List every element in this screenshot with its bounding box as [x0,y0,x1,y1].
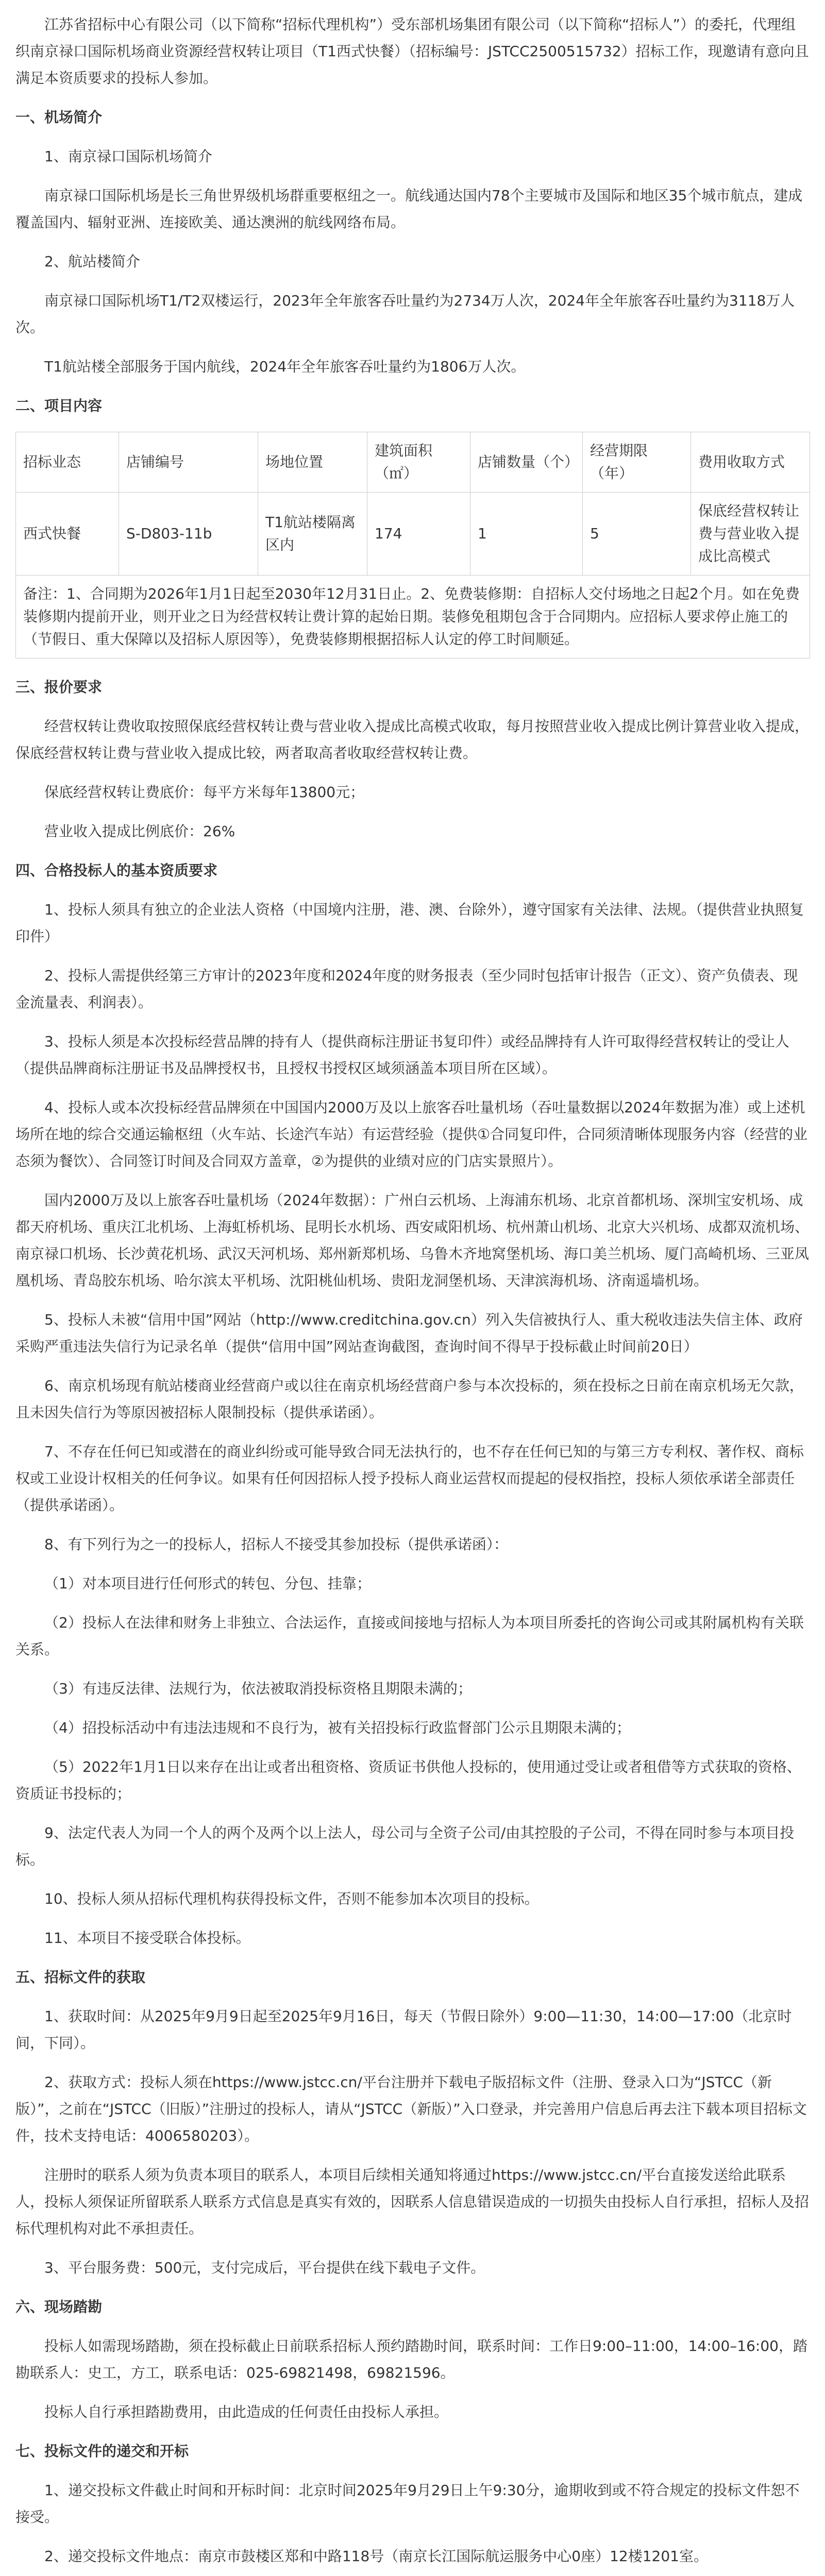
header-store-count: 店铺数量（个） [470,432,583,493]
section-heading-submission: 七、投标文件的递交和开标 [15,2443,189,2460]
qualification-item: 5、投标人未被“信用中国”网站（http://www.creditchina.gov.cn）列入失信被执行人、重大税收违法失信主体、政府采购严重违法失信行为记录名单（提供“信用中国”网站查询截图，查询时间不得早于投标截止时间前20日） [15,1311,803,1355]
cell-store-count: 1 [470,493,583,575]
exclusion-item: （2）投标人在法律和财务上非独立、合法运作，直接或间接地与招标人为本项目所委托的咨询公司或其附属机构有关联关系。 [15,1614,804,1658]
subheading-terminal-intro: 2、航站楼简介 [44,253,140,270]
subheading-airport-intro: 1、南京禄口国际机场简介 [44,148,212,165]
header-term-years: 经营期限（年） [583,432,691,493]
terminal-traffic-text: 南京禄口国际机场T1/T2双楼运行，2023年全年旅客吞吐量约为2734万人次，2024年全年旅客吞吐量约为3118万人次。 [15,292,795,336]
section-heading-project: 二、项目内容 [15,397,103,414]
cell-term-years: 5 [583,493,691,575]
qualification-item: 10、投标人须从招标代理机构获得投标文件，否则不能参加本次项目的投标。 [44,1890,539,1907]
table-row [16,493,810,575]
section-heading-pricing: 三、报价要求 [15,679,103,696]
exclusion-item: （4）招投标活动中有违法违规和不良行为，被有关招投标行政监督部门公示且期限未满的； [44,1719,631,1736]
qualification-item: 3、投标人须是本次投标经营品牌的持有人（提供商标注册证书复印件）或经品牌持有人许可取得经营权转让的受让人（提供品牌商标注册证书及品牌授权书，且授权书授权区域须涵盖本项目所在区域）。 [15,1033,789,1077]
cell-store-number: S-D803-11b [119,493,258,575]
section-heading-airport: 一、机场简介 [15,109,103,126]
airport-intro-text: 南京禄口国际机场是长三角世界级机场群重要枢纽之一。航线通达国内78个主要城市及国际和地区35个城市航点，建成覆盖国内、辐射亚洲、连接欧美、通达澳洲的航线网络布局。 [15,187,803,231]
cell-business-type: 西式快餐 [16,493,119,575]
header-floor-area: 建筑面积（㎡） [367,432,470,493]
header-business-type: 招标业态 [16,432,119,493]
table-note-row [16,575,810,658]
site-visit-text: 投标人自行承担踏勘费用，由此造成的任何责任由投标人承担。 [44,2403,449,2420]
documents-item: 3、平台服务费：500元，支付完成后，平台提供在线下载电子文件。 [44,2259,485,2276]
documents-item: 2、获取方式：投标人须在https://www.jstcc.cn/平台注册并下载电子版招标文件（注册、登录入口为“JSTCC（新版）”，之前在“JSTCC（旧版）”注册过的投标人，请从“JSTCC（新版）”入口登录，并完善用户信息后再去注下载本项目招标文件，技术支持电话：4006580203）。 [15,2074,807,2144]
qualification-item: 8、有下列行为之一的投标人，招标人不接受其参加投标（提供承诺函）： [44,1536,508,1553]
header-fee-method: 费用收取方式 [691,432,810,493]
table-note: 备注：1、合同期为2026年1月1日起至2030年12月31日止。2、免费装修期：自招标人交付场地之日起2个月。如在免费装修期内提前开业，则开业之日为经营权转让费计算的起始日期。装修免租期包含于合同期内。应招标人要求停止施工的（节假日、重大保障以及招标人原因等），免费装修期根据招标人认定的停工时间顺延。 [16,575,810,658]
pricing-method-text: 经营权转让费收取按照保底经营权转让费与营业收入提成比高模式收取，每月按照营业收入提成比例计算营业收入提成，保底经营权转让费与营业收入提成比较，两者取高者收取经营权转让费。 [15,718,810,761]
section-heading-site-visit: 六、现场踏勘 [15,2298,103,2315]
qualification-item: 9、法定代表人为同一个人的两个及两个以上法人，母公司与全资子公司/由其控股的子公司，不得在同时参与本项目投标。 [15,1824,795,1868]
registration-note: 注册时的联系人须为负责本项目的联系人，本项目后续相关通知将通过https://www.jstcc.cn/平台直接发送给此联系人，投标人须保证所留联系人联系方式信息是真实有效的，因联系人信息错误造成的一切损失由投标人自行承担，招标人及招标代理机构对此不承担责任。 [15,2166,810,2237]
cell-location: T1航站楼隔离区内 [258,493,367,575]
table-header-row [16,432,810,493]
exclusion-item: （5）2022年1月1日以来存在出让或者出租资格、资质证书供他人投标的，使用通过受让或者租借等方式获取的资格、资质证书投标的； [15,1758,801,1802]
exclusion-item: （3）有违反法律、法规行为，依法被取消投标资格且期限未满的； [44,1680,472,1697]
documents-item: 1、获取时间：从2025年9月9日起至2025年9月16日，每天（节假日除外）9:00—11:30，14:00—17:00（北京时间，下同）。 [15,2008,792,2052]
qualification-item: 4、投标人或本次投标经营品牌须在中国国内2000万及以上旅客吞吐量机场（吞吐量数据以2024年数据为准）或上述机场所在地的综合交通运输枢纽（火车站、长途汽车站）有运营经验（提供①合同复印件，合同须清晰体现服务内容（经营的业态须为餐饮）、合同签订时间及合同双方盖章，②为提供的业绩对应的门店实景照片）。 [15,1099,808,1170]
site-visit-text: 投标人如需现场踏勘，须在投标截止日前联系招标人预约踏勘时间，联系时间：工作日9:00–11:00，14:00–16:00，踏勘联系人：史工，方工，联系电话：025-69821498，69821596。 [15,2337,807,2381]
cell-floor-area: 174 [367,493,470,575]
header-store-number: 店铺编号 [119,432,258,493]
cell-fee-method: 保底经营权转让费与营业收入提成比高模式 [691,493,810,575]
minimum-fee-text: 保底经营权转让费底价：每平方米每年13800元； [44,784,365,801]
qualification-item: 7、不存在任何已知或潜在的商业纠纷或可能导致合同无法执行的，也不存在任何已知的与第三方专利权、著作权、商标权或工业设计权相关的任何争议。如果有任何因招标人授予投标人商业运营权而提起的侵权指控，投标人须依承诺全部责任（提供承诺函）。 [15,1443,804,1514]
submission-item: 2、递交投标文件地点：南京市鼓楼区郑和中路118号（南京长江国际航运服务中心0座）12楼1201室。 [44,2548,708,2565]
section-heading-qualification: 四、合格投标人的基本资质要求 [15,862,218,879]
header-location: 场地位置 [258,432,367,493]
t1-terminal-text: T1航站楼全部服务于国内航线，2024年全年旅客吞吐量约为1806万人次。 [44,358,526,375]
submission-item: 1、递交投标文件截止时间和开标时间：北京时间2025年9月29日上午9:30分，逾期收到或不符合规定的投标文件恕不接受。 [15,2482,800,2526]
qualifying-airports-list: 国内2000万及以上旅客吞吐量机场（2024年数据）：广州白云机场、上海浦东机场、北京首都机场、深圳宝安机场、成都天府机场、重庆江北机场、上海虹桥机场、昆明长水机场、西安咸阳机场、杭州萧山机场、北京大兴机场、成都双流机场、南京禄口机场、长沙黄花机场、武汉天河机场、郑州新郑机场、乌鲁木齐地窝堡机场、海口美兰机场、厦门高崎机场、三亚凤凰机场、青岛胶东机场、哈尔滨太平机场、沈阳桃仙机场、贵阳龙洞堡机场、天津滨海机场、济南遥墙机场。 [15,1192,810,1289]
project-table [15,432,810,658]
intro-paragraph: 江苏省招标中心有限公司（以下简称“招标代理机构”）受东部机场集团有限公司（以下简称“招标人”）的委托，代理组织南京禄口国际机场商业资源经营权转让项目（T1西式快餐）（招标编号：JSTCC2500515732）招标工作，现邀请有意向且满足本资质要求的投标人参加。 [15,16,809,87]
qualification-item: 1、投标人须具有独立的企业法人资格（中国境内注册，港、澳、台除外），遵守国家有关法律、法规。（提供营业执照复印件） [15,901,804,945]
minimum-rate-text: 营业收入提成比例底价：26% [44,823,235,840]
exclusion-item: （1）对本项目进行任何形式的转包、分包、挂靠； [44,1575,371,1592]
qualification-item: 11、本项目不接受联合体投标。 [44,1929,250,1946]
section-heading-documents: 五、招标文件的获取 [15,1969,146,1986]
qualification-item: 2、投标人需提供经第三方审计的2023年度和2024年度的财务报表（至少同时包括审计报告（正文）、资产负债表、现金流量表、利润表）。 [15,967,798,1011]
qualification-item: 6、南京机场现有航站楼商业经营商户或以往在南京机场经营商户参与本次投标的，须在投标之日前在南京机场无欠款，且未因失信行为等原因被招标人限制投标（提供承诺函）。 [15,1377,804,1421]
